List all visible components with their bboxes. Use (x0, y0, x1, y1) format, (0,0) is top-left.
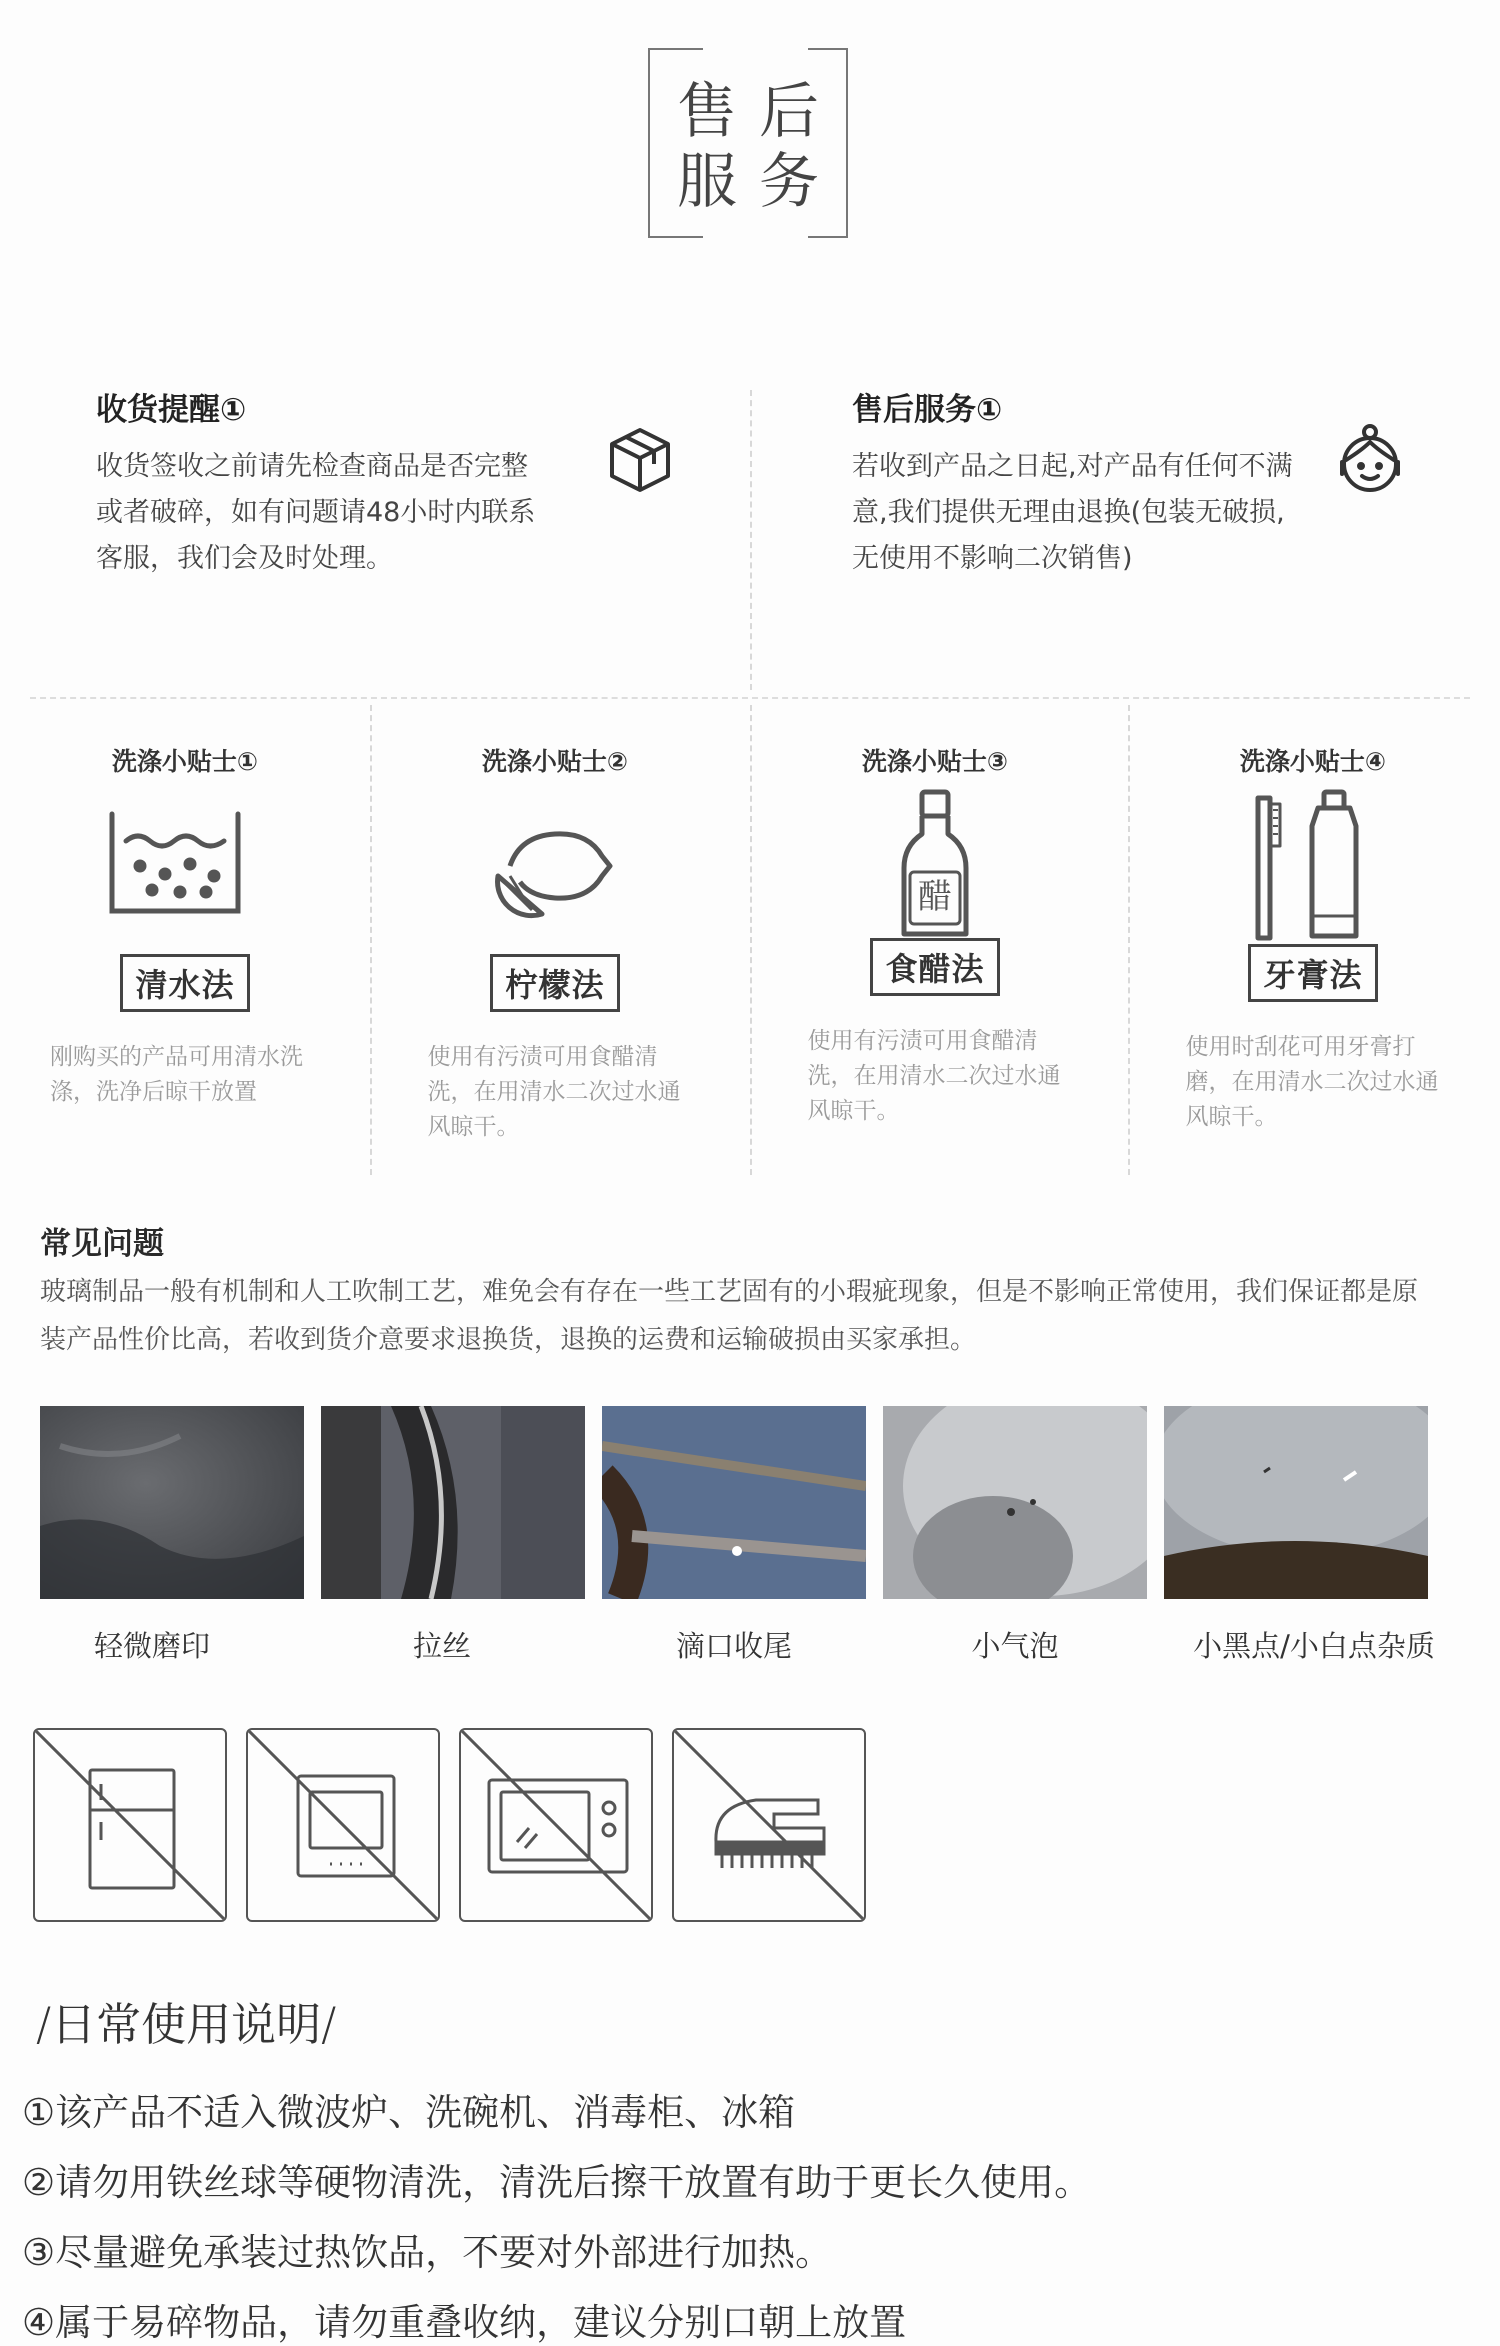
tip-card-1 (0, 742, 370, 1110)
after-sales-body: 若收到产品之日起,对产品有任何不满意,我们提供无理由退换(包装无破损,无使用不影响二次销售) (852, 451, 1293, 574)
header-title-line2: 服务 (677, 147, 841, 217)
method-label: 食醋法 (870, 938, 999, 996)
receipt-reminder-body: 收货签收之前请先检查商品是否完整或者破碎，如有问题请48小时内联系客服，我们会及时处理。 (96, 451, 536, 574)
usage-item-2: ②请勿用铁丝球等硬物清洗，清洗后擦干放置有助于更长久使用。 (22, 2161, 1092, 2204)
water-basin-icon (0, 796, 370, 946)
tip-description: 刚购买的产品可用清水洗涤，洗净后晾干放置 (50, 1044, 303, 1105)
tip-card-4 (1128, 742, 1498, 1135)
header-title-line1: 售后 (677, 77, 841, 147)
tip-card-2 (370, 742, 740, 1145)
tip-title: 洗涤小贴士② (481, 747, 629, 776)
method-label: 清水法 (120, 954, 249, 1012)
defect-photo-scuff (40, 1406, 304, 1599)
no-refrigerator-icon (33, 1728, 227, 1922)
notice-divider (750, 390, 752, 690)
bottle-label: 醋 (918, 877, 952, 917)
defect-photo-small-bubble (883, 1406, 1147, 1599)
tip-description: 使用时刮花可用牙膏打磨，在用清水二次过水通风晾干。 (1185, 1034, 1439, 1130)
usage-item-1: ①该产品不适入微波炉、洗碗机、消毒柜、冰箱 (22, 2091, 796, 2134)
method-label: 牙膏法 (1248, 944, 1377, 1002)
usage-item-4: ④属于易碎物品，请勿重叠收纳，建议分别口朝上放置 (22, 2301, 907, 2344)
section-divider (30, 697, 1470, 699)
defect-photo-specks (1164, 1406, 1428, 1599)
tip-description: 使用有污渍可用食醋清洗，在用清水二次过水通风晾干。 (807, 1028, 1061, 1124)
tip-card-3 (750, 742, 1120, 1129)
package-box-icon (604, 424, 676, 500)
usage-title: /日常使用说明/ (36, 1998, 337, 2051)
defect-label: 小气泡 (971, 1629, 1059, 1663)
after-sales-title: 售后服务① (852, 392, 1003, 428)
no-oven-icon (246, 1728, 440, 1922)
no-microwave-icon (459, 1728, 653, 1922)
no-scrub-brush-icon (672, 1728, 866, 1922)
faq-body: 玻璃制品一般有机制和人工吹制工艺，难免会有存在一些工艺固有的小瑕疵现象，但是不影响正常使用，我们保证都是原装产品性价比高，若收到货介意要求退换货，退换的运费和运输破损由买家承担。 (40, 1277, 1419, 1355)
vinegar-bottle-icon (750, 788, 1120, 938)
defect-label: 滴口收尾 (675, 1629, 792, 1663)
tip-description: 使用有污渍可用食醋清洗，在用清水二次过水通风晾干。 (427, 1044, 681, 1140)
usage-item-3: ③尽量避免承装过热饮品，不要对外部进行加热。 (22, 2231, 833, 2274)
faq-title: 常见问题 (40, 1226, 164, 1262)
tip-title: 洗涤小贴士① (111, 747, 259, 776)
defect-label: 轻微磨印 (93, 1629, 210, 1663)
method-label: 柠檬法 (490, 954, 619, 1012)
defect-label: 拉丝 (412, 1629, 471, 1663)
section-header-frame (648, 48, 848, 238)
defect-photo-streak (321, 1406, 585, 1599)
defect-label: 小黑点/小白点杂质 (1193, 1629, 1435, 1663)
defect-photo-drip-end (602, 1406, 866, 1599)
receipt-reminder-title: 收货提醒① (96, 392, 247, 428)
tip-title: 洗涤小贴士④ (1239, 747, 1387, 776)
customer-service-headset-icon (1332, 420, 1408, 504)
toothbrush-toothpaste-icon (1128, 786, 1498, 936)
tip-title: 洗涤小贴士③ (861, 747, 1009, 776)
lemon-icon (370, 796, 740, 946)
